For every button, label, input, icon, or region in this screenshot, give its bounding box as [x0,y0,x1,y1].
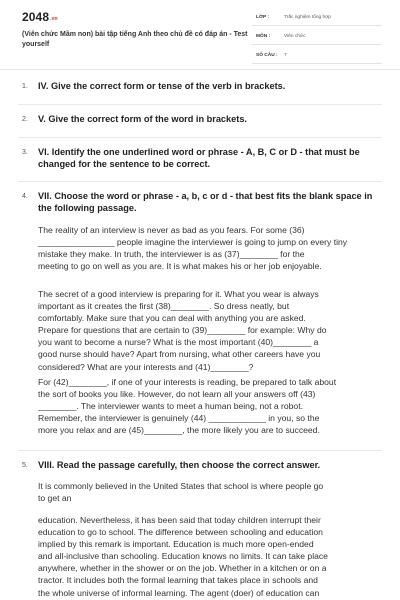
passage-text: The secret of a good interview is preparing for it. What you wear is always important as it creates the first (38)________. So dress neatly, but comfortably. Make sure that you can deal with anything you are asked. Prepare for questions that are certain to (39)________ for example: Why do you want to become a nurse? What is the most important (40)________ a good nurse should have? Apart from nursing, what other careers have you considered? What are your interests and (41)________? [38,289,327,372]
divider [18,181,382,182]
passage-paragraph [38,224,383,272]
meta-class-value: Trắc nghiệm tổng hợp [284,15,331,20]
brand-suffix: .vn [50,16,58,22]
divider [18,104,382,105]
divider [18,450,382,451]
meta-count-value: 7 [284,53,287,58]
meta-subject-label: MÔN : [256,34,271,39]
passage-paragraph [38,514,383,599]
question-number: 1. [22,83,28,90]
question-title: VI. Identify the one underlined word or phrase - A, B, C or D - that must be changed for the sentence to be correct. [38,147,360,169]
divider [18,137,382,138]
question-title: VIII. Read the passage carefully, then choose the correct answer. [38,460,321,470]
meta-class-label: LỚP : [256,15,270,20]
meta-count-row [252,50,382,64]
meta-subject-row [252,31,382,45]
passage-text: education. Nevertheless, it has been said that today children interrupt their education to go to school. The difference between schooling and education implied by this remark is important. Education is much more open-ended and all-inclusive than schooling. Education knows no limits. It can take place anywhere, whether in the shower or on the job. Whether in a kitchen or on a tractor. It includes both the formal learning that takes place in schools and the whole universe of informal learning. The agent (doer) of education can [38,515,328,598]
question-number: 2. [22,116,28,123]
question-title: V. Give the correct form of the word in brackets. [38,114,247,124]
passage-text: It is commonly believed in the United States that school is where people go to get an [38,481,324,504]
document-title: (Viên chức Mầm non) bài tập tiếng Anh theo chủ đề có đáp án - Test yourself [22,31,248,48]
question-number: 5. [22,462,28,469]
question-title: IV. Give the correct form or tense of the verb in brackets. [38,81,286,91]
passage-text: The reality of an interview is never as bad as you fears. For some (36) ________________ people imagine the interviewer is going to jump on every tiny mistake they make. In truth, the interviewer is as (37)________ for the meeting to go on well as you are. It is what makes his or her job enjoyable. [38,225,348,272]
passage-text: For (42)________, if one of your interests is reading, be prepared to talk about the sort of books you like. However, do not learn all your answers off (43) ________. The interviewer wants to meet a human being, not a robot. Remember, the interviewer is genuinely (44) ____________ in you, so the more you relax and are (45)________, the more likely you are to succeed. [38,377,337,436]
document-header [0,0,400,70]
document-meta [252,12,382,69]
passage-paragraph [38,288,383,373]
question-title: VII. Choose the word or phrase - a, b, c or d - that best fits the blank space in the following passage. [38,191,373,213]
passage-paragraph [38,480,383,504]
site-logo[interactable] [22,10,58,24]
passage-paragraph [38,376,383,436]
question-number: 4. [22,193,28,200]
question-number: 3. [22,149,28,156]
meta-count-label: SỐ CÂU : [256,53,278,58]
brand-name: 2048 [22,10,50,24]
meta-class-row [252,12,382,26]
meta-subject-value: Viên chức [284,34,306,39]
